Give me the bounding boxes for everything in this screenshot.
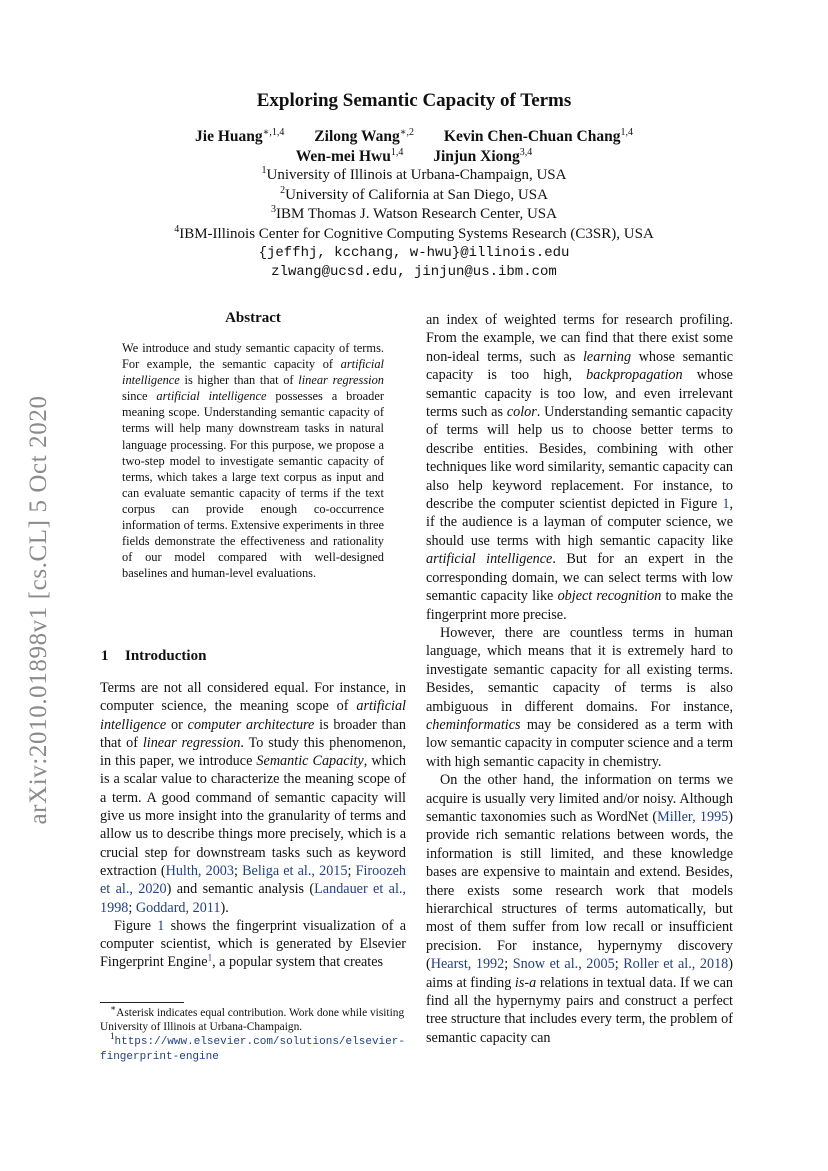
author: Jinjun Xiong$^{3,4}$ bbox=[433, 147, 533, 166]
footnote: $^1$https://www.elsevier.com/solutions/elsevier-fingerprint-engine bbox=[100, 1031, 405, 1063]
paragraph: Terms are not all considered equal. For instance, in computer science, the meaning scope of artificial intelligence or computer architecture is broader than that of linear regression. To study this phenomenon, in this paper, we introduce Semantic Capacity, which is a scalar value to characterize the meaning scope of a term. A good command of semantic capacity will give us more insight into the granularity of terms and allow us to describe things more precisely, which is a crucial step for downstream tasks such as keyword extraction (Hulth, 2003; Beliga et al., 2015; Firoozeh et al., 2020) and semantic analysis (Landauer et al., 1998; Goddard, 2011). bbox=[100, 680, 407, 916]
email-line: zlwang@ucsd.edu, jinjun@us.ibm.com bbox=[271, 264, 557, 280]
paragraph: However, there are countless terms in human language, which means that it is extremely hard to investigate semantic capacity for all existing terms. Besides, semantic capacity of terms is also ambiguous in different domains. For instance, cheminformatics may be considered as a term with low semantic capacity in computer science and a term with high semantic capacity in chemistry. bbox=[426, 624, 733, 770]
footnote-url-link[interactable]: https://www.elsevier.com/solutions/elsevier-fingerprint-engine bbox=[100, 1036, 405, 1063]
left-column-body bbox=[100, 679, 406, 972]
citation-link[interactable]: Beliga et al., 2015 bbox=[242, 862, 348, 879]
figure-ref-link[interactable]: 1 bbox=[722, 496, 730, 513]
author: Kevin Chen-Chuan Chang$^{1,4}$ bbox=[443, 127, 633, 146]
affiliation: $^3$IBM Thomas J. Watson Research Center, USA bbox=[271, 204, 557, 222]
citation-link[interactable]: Miller, 1995 bbox=[657, 808, 729, 825]
citation-link[interactable]: Snow et al., 2005 bbox=[512, 956, 615, 973]
abstract-text: We introduce and study semantic capacity of terms. For example, the semantic capacity of artificial intelligence is higher than that of linear regression since artificial intelligence possesses a broader meaning scope. Understanding semantic capacity of terms will help many downstream tasks in natural language processing. For this purpose, we propose a two-step model to investigate semantic capacity of terms, which takes a large text corpus as input and can evaluate semantic capacity of terms if the text corpus can provide enough co-occurrence information of terms. Extensive experiments in three fields demonstrate the effectiveness and rationality of our model compared with well-designed baselines and human-level evaluations. bbox=[122, 341, 385, 581]
paper-title: Exploring Semantic Capacity of Terms bbox=[256, 90, 572, 111]
paragraph: an index of weighted terms for research profiling. From the example, we can find that there exist some non-ideal terms, such as learning whose semantic capacity is too high, backpropagation whose semantic capacity is too low, and even irrelevant terms such as color. Understanding semantic capacity of terms will help us to choose better terms to describe entities. Besides, combining with other techniques like word similarity, semantic capacity can also help keyword replacement. For instance, to describe the computer scientist depicted in Figure 1, if the audience is a layman of computer science, we should use terms with high semantic capacity like artificial intelligence. But for an expert in the corresponding domain, we can select terms with low semantic capacity like object recognition to make the fingerprint more precise. bbox=[426, 312, 734, 623]
email-line: {jeffhj, kcchang, w-hwu}@illinois.edu bbox=[258, 245, 570, 261]
footnote: ∗Asterisk indicates equal contribution. Work done while visiting University of Illinois at Urbana-Champaign. bbox=[100, 1003, 405, 1033]
footnote-ref-link[interactable]: 1 bbox=[207, 952, 213, 963]
citation-link[interactable]: Hulth, 2003 bbox=[165, 862, 234, 879]
affiliation: $^1$University of Illinois at Urbana-Champaign, USA bbox=[261, 165, 567, 183]
footnotes bbox=[100, 1003, 406, 1064]
paragraph: On the other hand, the information on terms we acquire is usually very limited and/or noisy. Although semantic taxonomies such as WordNet (Miller, 1995) provide rich semantic relations between words, the information is still limited, and these knowledge bases are expensive to maintain and extend. Besides, there exists some research work that models hierarchical structures of terms automatically, but most of them suffer from low recall or insufficient precision. For instance, hypernymy discovery (Hearst, 1992; Snow et al., 2005; Roller et al., 2018) aims at finding is-a relations in textual data. If we can find all the hypernymy pairs and construct a perfect tree structure that includes every term, the problem of semantic capacity can bbox=[426, 772, 733, 1046]
author-line-1 bbox=[0, 127, 828, 146]
arxiv-id-text: arXiv:2010.01898v1 [cs.CL] 5 Oct 2020 bbox=[25, 395, 52, 825]
affiliation: $^2$University of California at San Diego, USA bbox=[280, 185, 548, 203]
arxiv-identifier-stamp bbox=[22, 375, 56, 845]
affiliation: $^4$IBM-Illinois Center for Cognitive Computing Systems Research (C3SR), USA bbox=[174, 224, 654, 242]
author: Wen-mei Hwu$^{1,4}$ bbox=[295, 147, 404, 166]
citation-link[interactable]: Landauer et al., 1998 bbox=[100, 881, 406, 916]
right-column-body bbox=[426, 311, 733, 1047]
section-heading: 1 Introduction bbox=[101, 648, 207, 664]
author: Zilong Wang$^{∗,2}$ bbox=[314, 127, 415, 146]
figure-ref-link[interactable]: 1 bbox=[157, 917, 165, 934]
citation-link[interactable]: Roller et al., 2018 bbox=[623, 956, 729, 973]
citation-link[interactable]: Hearst, 1992 bbox=[430, 956, 505, 973]
paragraph: Figure 1 shows the fingerprint visualization of a computer scientist, which is generated by Elsevier Fingerprint Engine$^1$, a popular system that creates bbox=[100, 917, 406, 971]
author-line-2 bbox=[0, 147, 828, 166]
citation-link[interactable]: Firoozeh et al., 2020 bbox=[100, 862, 407, 898]
abstract-heading: Abstract bbox=[225, 310, 281, 326]
author: Jie Huang$^{∗,1,4}$ bbox=[195, 127, 285, 146]
citation-link[interactable]: Goddard, 2011 bbox=[135, 899, 221, 916]
